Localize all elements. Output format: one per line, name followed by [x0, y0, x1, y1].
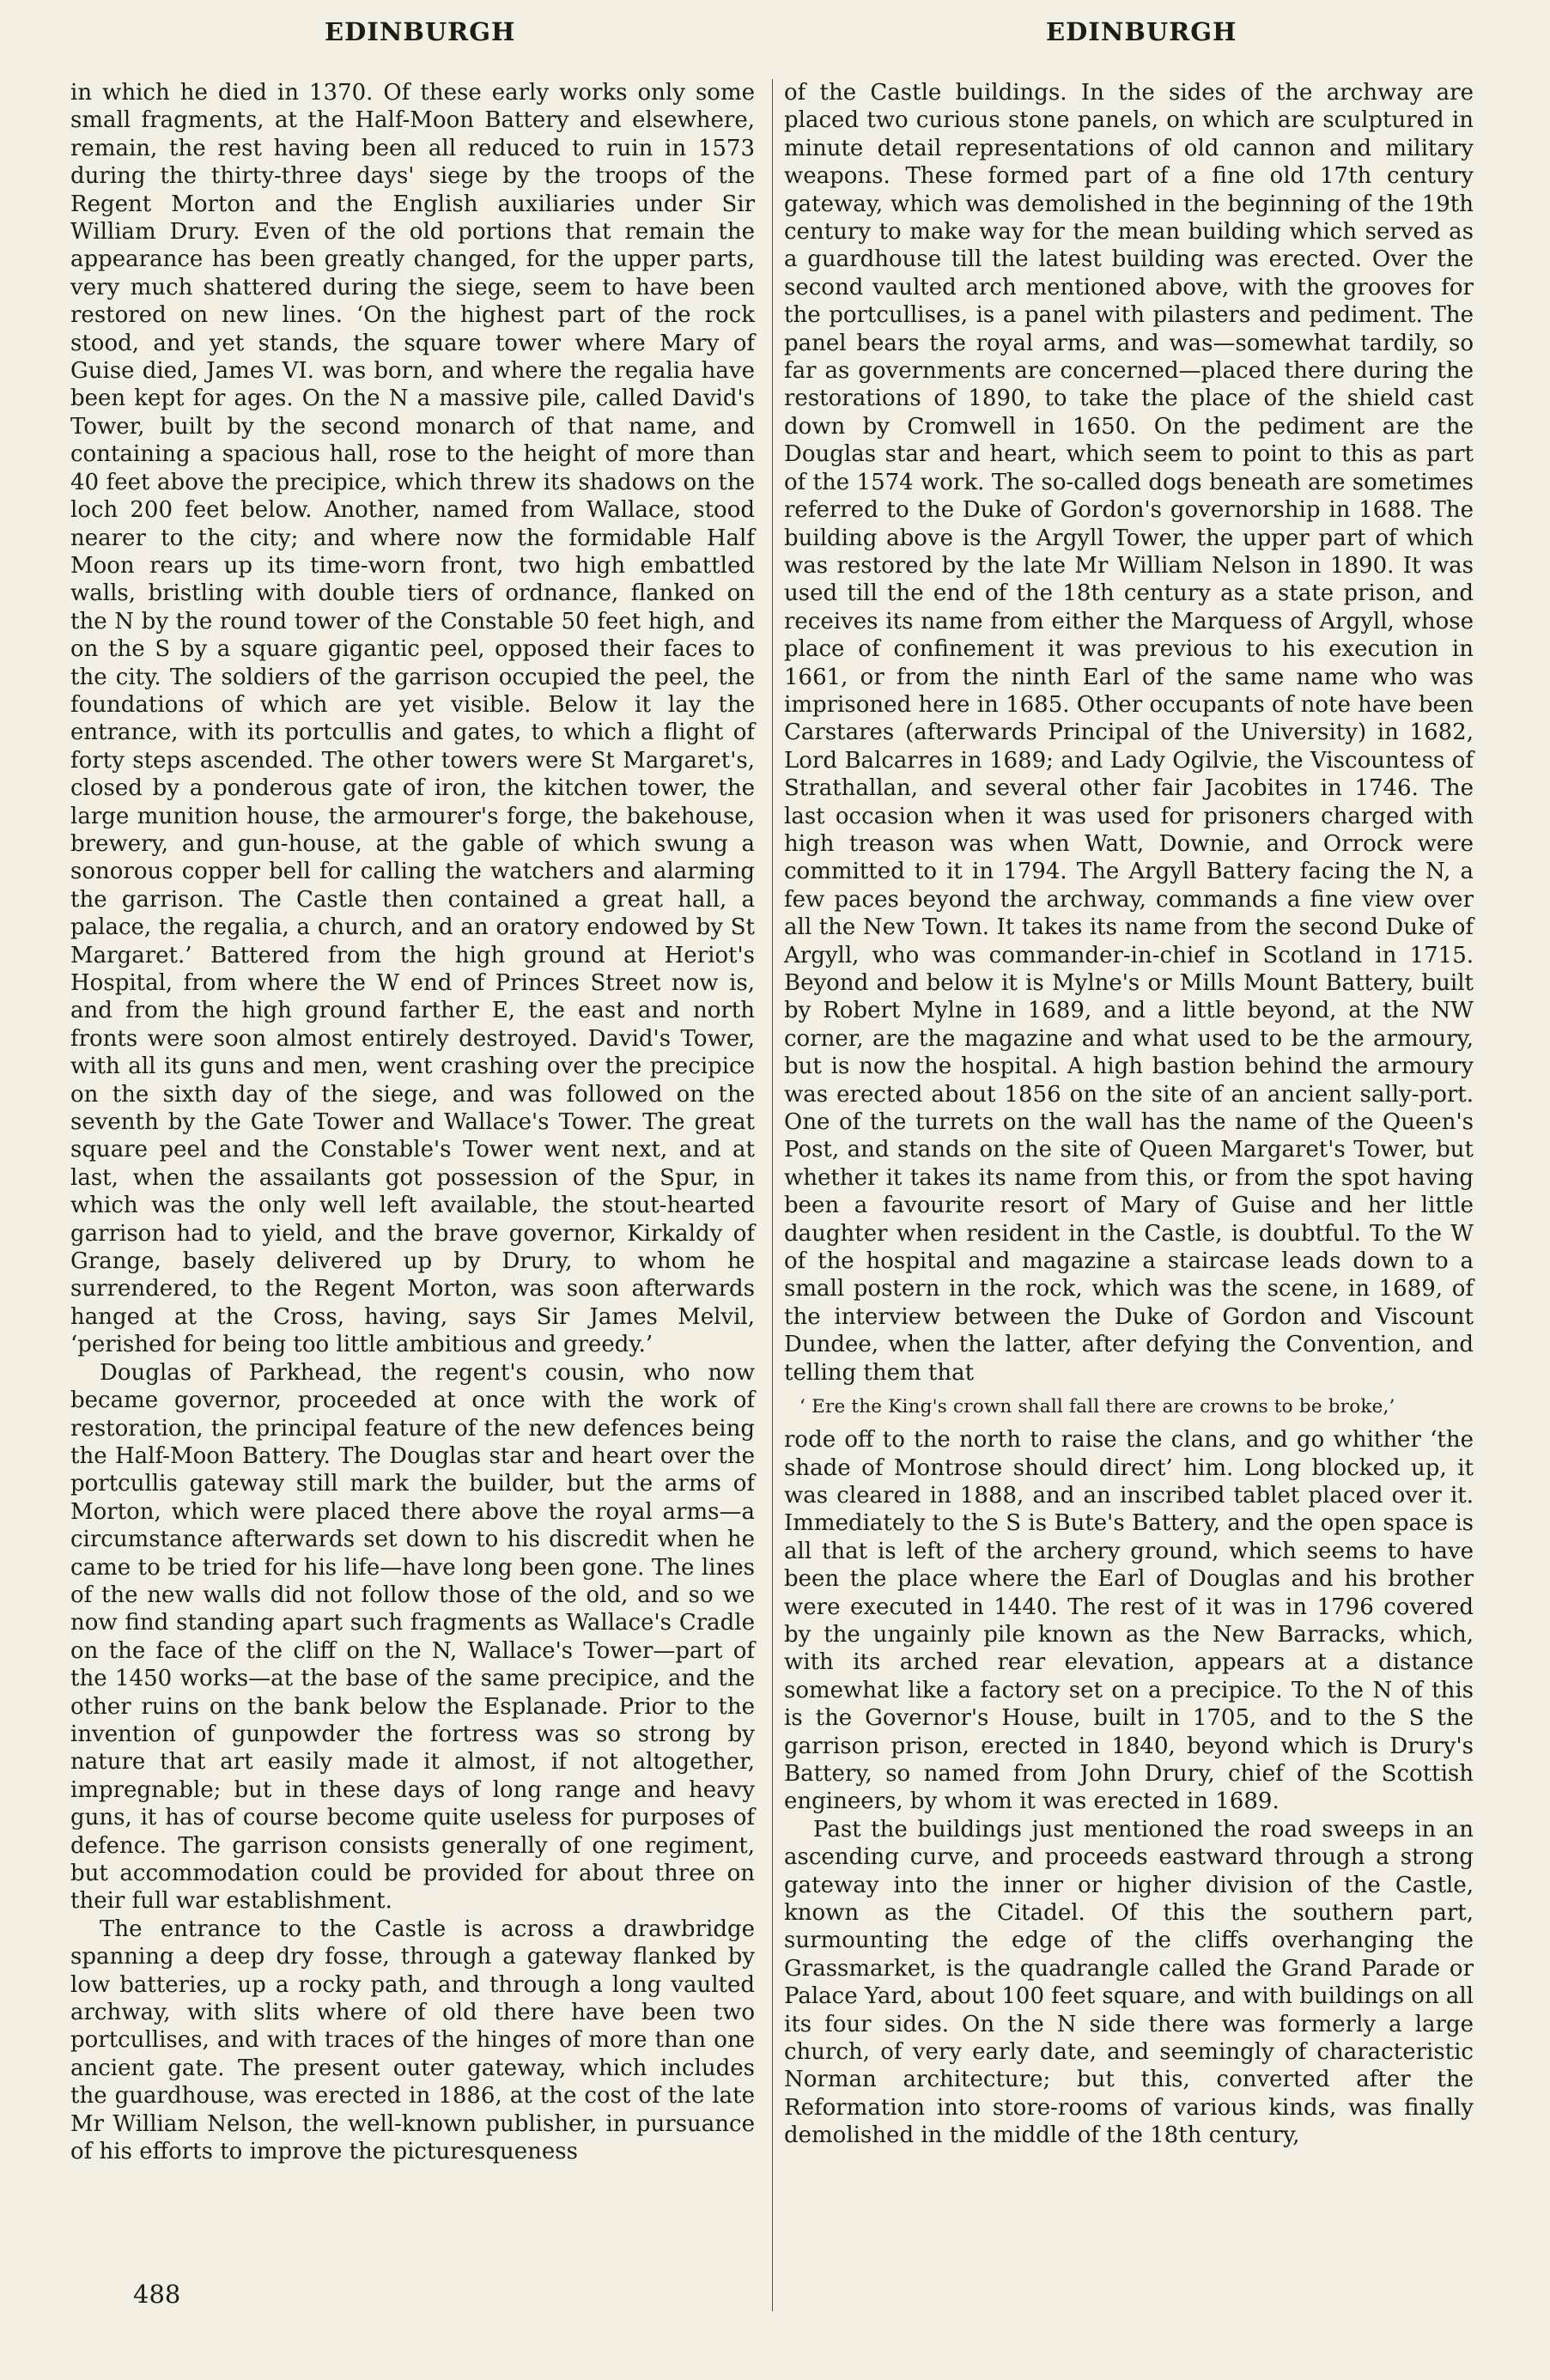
- paragraph-douglas-restoration: Douglas of Parkhead, the regent's cousin, who now became governor, proceeded at once with the work of restoration, the principal feature of the new defences being the Half-Moon Battery. The Douglas star and heart over the portcullis gateway still mark the builder, but the arms of Morton, which were placed there above the royal arms—a circumstance afterwards set down to his discredit when he came to be tried for his life—have long been gone. The lines of the new walls did not follow those of the old, and so we now find standing apart such fragments as Wallace's Cradle on the face of the cliff on the N, Wallace's Tower—part of the 1450 works—at the base of the same precipice, and the other ruins on the bank below the Esplanade. Prior to the invention of gunpowder the fortress was so strong by nature that art easily made it almost, if not altogether, impregnable; but in these days of long range and heavy guns, it has of course become quite useless for purposes of defence. The garrison consists generally of one regiment, but accommodation could be provided for about three on their full war establishment.: [70, 1359, 755, 1915]
- paragraph-citadel: Past the buildings just mentioned the road sweeps in an ascending curve, and proceeds eastward through a strong gateway into the inner or higher division of the Castle, known as the Citadel. Of this the southern part, surmounting the edge of the cliffs overhanging the Grassmarket, is the quadrangle called the Grand Parade or Palace Yard, about 100 feet square, and with buildings on all its four sides. On the N side there was formerly a large church, of very early date, and seemingly of characteristic Norman architecture; but this, converted after the Reformation into store-rooms of various kinds, was finally demolished in the middle of the 18th century,: [784, 1816, 1474, 2149]
- left-column: [70, 79, 755, 2165]
- page-number: 488: [133, 2280, 181, 2309]
- paragraph-batteries: rode off to the north to raise the clans, and go whither ‘the shade of Montrose should direct’ him. Long blocked up, it was cleared in 1888, and an inscribed tablet placed over it. Immediately to the S is Bute's Battery, and the open space is all that is left of the archery ground, which seems to have been the place where the Earl of Douglas and his brother were executed in 1440. The rest of it was in 1796 covered by the ungainly pile known as the New Barracks, which, with its arched rear elevation, appears at a distance somewhat like a factory set on a precipice. To the N of this is the Governor's House, built in 1705, and to the S the garrison prison, erected in 1840, beyond which is Drury's Battery, so named from John Drury, chief of the Scottish engineers, by whom it was erected in 1689.: [784, 1427, 1474, 1815]
- paragraph-castle-history: in which he died in 1370. Of these early works only some small fragments, at the Half-Moon Battery and elsewhere, remain, the rest having been all reduced to ruin in 1573 during the thirty-three days' siege by the troops of the Regent Morton and the English auxiliaries under Sir William Drury. Even of the old portions that remain the appearance has been greatly changed, for the upper parts, very much shattered during the siege, seem to have been restored on new lines. ‘On the highest part of the rock stood, and yet stands, the square tower where Mary of Guise died, James VI. was born, and where the regalia have been kept for ages. On the N a massive pile, called David's Tower, built by the second monarch of that name, and containing a spacious hall, rose to the height of more than 40 feet above the precipice, which threw its shadows on the loch 200 feet below. Another, named from Wallace, stood nearer to the city; and where now the formidable Half Moon rears up its time-worn front, two high embattled walls, bristling with double tiers of ordnance, flanked on the N by the round tower of the Constable 50 feet high, and on the S by a square gigantic peel, opposed their faces to the city. The soldiers of the garrison occupied the peel, the foundations of which are yet visible. Below it lay the entrance, with its portcullis and gates, to which a flight of forty steps ascended. The other towers were St Margaret's, closed by a ponderous gate of iron, the kitchen tower, the large munition house, the armourer's forge, the bakehouse, brewery, and gun-house, at the gable of which swung a sonorous copper bell for calling the watchers and alarming the garrison. The Castle then contained a great hall, a palace, the regalia, a church, and an oratory endowed by St Margaret.’ Battered from the high ground at Heriot's Hospital, from where the W end of Princes Street now is, and from the high ground farther E, the east and north fronts were soon almost entirely destroyed. David's Tower, with all its guns and men, went crashing over the precipice on the sixth day of the siege, and was followed on the seventh by the Gate Tower and Wallace's Tower. The great square peel and the Constable's Tower went next, and at last, when the assailants got possession of the Spur, in which was the only well left available, the stout-hearted garrison had to yield, and the brave governor, Kirkaldy of Grange, basely delivered up by Drury, to whom he surrendered, to the Regent Morton, was soon afterwards hanged at the Cross, having, says Sir James Melvil, ‘perished for being too little ambitious and greedy.’: [70, 80, 755, 1358]
- paragraph-castle-buildings: of the Castle buildings. In the sides of the archway are placed two curious stone panels, on which are sculptured in minute detail representations of old cannon and military weapons. These formed part of a fine old 17th century gateway, which was demolished in the beginning of the 19th century to make way for the mean building which served as a guardhouse till the latest building was erected. Over the second vaulted arch mentioned above, with the grooves for the portcullises, is a panel with pilasters and pediment. The panel bears the royal arms, and was—somewhat tardily, so far as governments are concerned—placed there during the restorations of 1890, to take the place of the shield cast down by Cromwell in 1650. On the pediment are the Douglas star and heart, which seem to point to this as part of the 1574 work. The so-called dogs beneath are sometimes referred to the Duke of Gordon's governorship in 1688. The building above is the Argyll Tower, the upper part of which was restored by the late Mr William Nelson in 1890. It was used till the end of the 18th century as a state prison, and receives its name from either the Marquess of Argyll, whose place of confinement it was previous to his execution in 1661, or from the ninth Earl of the same name who was imprisoned here in 1685. Other occupants of note have been Carstares (afterwards Principal of the University) in 1682, Lord Balcarres in 1689; and Lady Ogilvie, the Viscountess of Strathallan, and several other fair Jacobites in 1746. The last occasion when it was used for prisoners charged with high treason was when Watt, Downie, and Orrock were committed to it in 1794. The Argyll Battery facing the N, a few paces beyond the archway, commands a fine view over all the New Town. It takes its name from the second Duke of Argyll, who was commander-in-chief in Scotland in 1715. Beyond and below it is Mylne's or Mills Mount Battery, built by Robert Mylne in 1689, and a little beyond, at the NW corner, are the magazine and what used to be the armoury, but is now the hospital. A high bastion behind the armoury was erected about 1856 on the site of an ancient sally-port. One of the turrets on the wall has the name of the Queen's Post, and stands on the site of Queen Margaret's Tower, but whether it takes its name from this, or from the spot having been a favourite resort of Mary of Guise and her little daughter when resident in the Castle, is doubtful. To the W of the hospital and magazine a staircase leads down to a small postern in the rock, which was the scene, in 1689, of the interview between the Duke of Gordon and Viscount Dundee, when the latter, after defying the Convention, and telling them that: [784, 80, 1474, 1386]
- paragraph-castle-entrance: The entrance to the Castle is across a drawbridge spanning a deep dry fosse, through a gateway flanked by low batteries, up a rocky path, and through a long vaulted archway, with slits where of old there have been two portcullises, and with traces of the hinges of more than one ancient gate. The present outer gateway, which includes the guardhouse, was erected in 1886, at the cost of the late Mr William Nelson, the well-known publisher, in pursuance of his efforts to improve the picturesqueness: [70, 1916, 755, 2165]
- running-head-right: EDINBURGH: [1046, 17, 1237, 46]
- verse-quote: ‘ Ere the King's crown shall fall there are crowns to be broke,’: [799, 1396, 1395, 1418]
- column-divider: [772, 79, 773, 2311]
- running-head-left: EDINBURGH: [325, 17, 516, 46]
- right-column: [784, 79, 1474, 2150]
